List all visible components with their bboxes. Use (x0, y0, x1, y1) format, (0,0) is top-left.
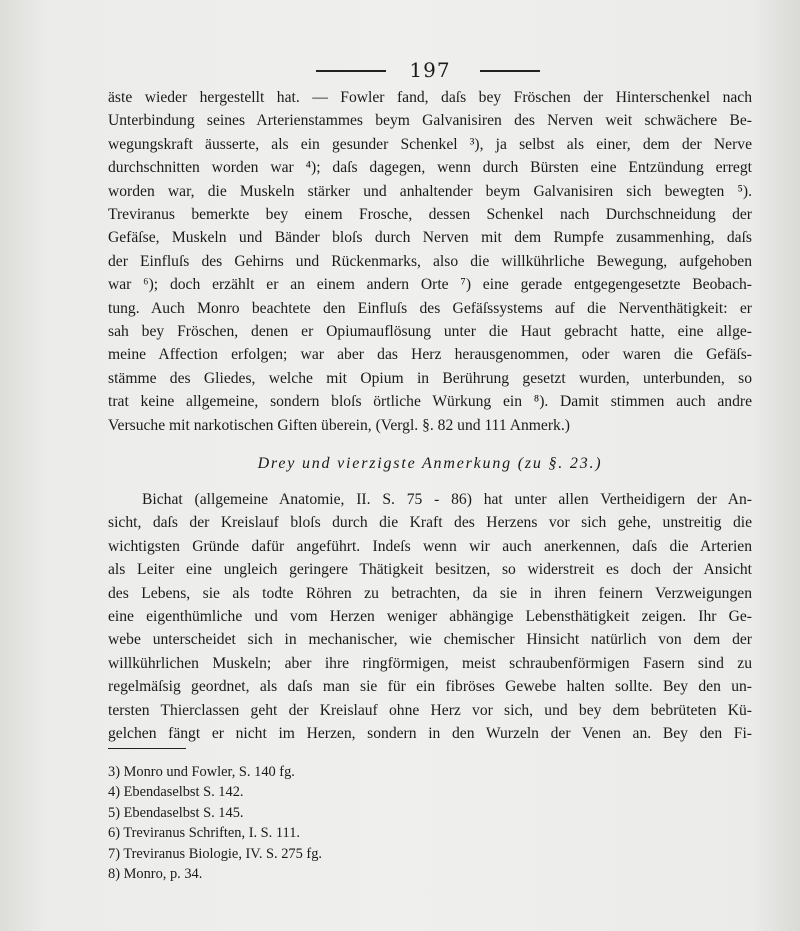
text-line: Unterbindung seines Arterienstammes beym Galvanisiren des Nerven weit schwächere Be- (108, 112, 752, 130)
text-line: Gefäſse, Muskeln und Bänder bloſs durch Nerven mit dem Rumpfe zusammenhing, daſs (108, 229, 752, 247)
text-line: Bichat (allgemeine Anatomie, II. S. 75 - 86) hat unter allen Vertheidigern der An- (142, 491, 752, 508)
text-line: stämme des Gliedes, welche mit Opium in Berührung gesetzt wurden, unterbunden, so (108, 369, 752, 387)
text-line: des Lebens, sie als todte Röhren zu betrachten, da sie in ihren feinern Verzweigungen (108, 584, 752, 602)
footnote: 7) Treviranus Biologie, IV. S. 275 fg. (108, 845, 323, 862)
text-line: wegungskraft äusserte, als ein gesunder Schenkel ³), ja selbst als einer, dem der Nerve (108, 135, 752, 153)
text-line: tung. Auch Monro beachtete den Einfluſs des Gefäſssystems auf die Nerventhätigkeit: er (108, 299, 752, 317)
text-line: durchschnitten worden war ⁴); daſs dagegen, wenn durch Bürsten eine Entzündung erregt (108, 159, 752, 177)
text-line: willkührlichen Muskeln; aber ihre ringförmigen, meist schraubenförmigen Fasern sind zu (108, 654, 752, 672)
text-line: meine Affection erfolgen; war aber das Herz herausgenommen, oder waren die Gefäſs- (108, 346, 752, 364)
text-line: sicht, daſs der Kreislauf bloſs durch die Kraft des Herzens vor sich gehe, unstreitig die (108, 514, 752, 532)
footnote: 5) Ebendaselbst S. 145. (108, 804, 244, 821)
text-line: als Leiter eine ungleich geringere Thätigkeit besitzen, so widerstreit es doch der Ansicht (108, 561, 752, 579)
footnote: 4) Ebendaselbst S. 142. (108, 784, 244, 801)
text-line: war ⁶); doch erzählt er an einem andern Orte ⁷) eine gerade entgegengesetzte Beobach- (108, 276, 752, 294)
text-line: Treviranus bemerkte bey einem Frosche, dessen Schenkel nach Durchschneidung der (108, 206, 752, 224)
text-line: eine eigenthümliche und vom Herzen weniger abhängige Lebensthätigkeit zeigen. Ihr Ge- (108, 608, 752, 626)
footnote: 6) Treviranus Schriften, I. S. 111. (108, 825, 300, 842)
text-line: worden war, die Muskeln stärker und anhaltender beym Galvanisiren sich bewegten ⁵). (108, 182, 752, 200)
footnote: 3) Monro und Fowler, S. 140 fg. (108, 764, 295, 780)
body-paragraph (108, 86, 752, 437)
footnote: 8) Monro, p. 34. (108, 866, 203, 883)
text-line: der Einfluſs des Gehirns und Rückenmarks, also die willkührliche Bewegung, aufgehoben (108, 252, 752, 270)
footnotes (108, 762, 508, 884)
text-line: webe unterscheidet sich in mechanischer, wie chemischer Hinsicht natürlich von dem der (108, 631, 752, 649)
header-rule-right (480, 70, 540, 72)
text-line: gelchen fängt er nicht im Herzen, sondern in den Wurzeln der Venen an. Bey den Fi- (108, 725, 752, 743)
text-line: tersten Thierclassen geht der Kreislauf ohne Herz vor sich, und bey dem bebrüteten Kü- (108, 701, 752, 719)
text-line: trat keine allgemeine, sondern bloſs örtliche Würkung ein ⁸). Damit stimmen auch andre (108, 393, 752, 411)
text-line: sah bey Fröschen, denen er Opiumauflösung unter die Haut gebracht hatte, eine allge- (108, 323, 752, 341)
page-header (0, 56, 800, 86)
text-line: äste wieder hergestellt hat. — Fowler fand, daſs bey Fröschen der Hinterschenkel nach (108, 89, 752, 106)
text-line: wichtigsten Gründe dafür angeführt. Indeſs wenn wir auch anerkennen, daſs die Arterien (108, 537, 752, 555)
header-rule-left (316, 70, 386, 72)
page-number: 197 (409, 58, 451, 82)
section-heading: Drey und vierzigste Anmerkung (zu §. 23.) (257, 455, 603, 472)
text-line: regelmäſsig geordnet, als daſs man sie für ein fibröses Gewebe halten sollte. Bey den un- (108, 678, 752, 696)
footnote-rule (108, 748, 186, 749)
text-line: Versuche mit narkotischen Giften überein, (Vergl. §. 82 und 111 Anmerk.) (108, 416, 570, 434)
section-paragraph (108, 488, 752, 745)
